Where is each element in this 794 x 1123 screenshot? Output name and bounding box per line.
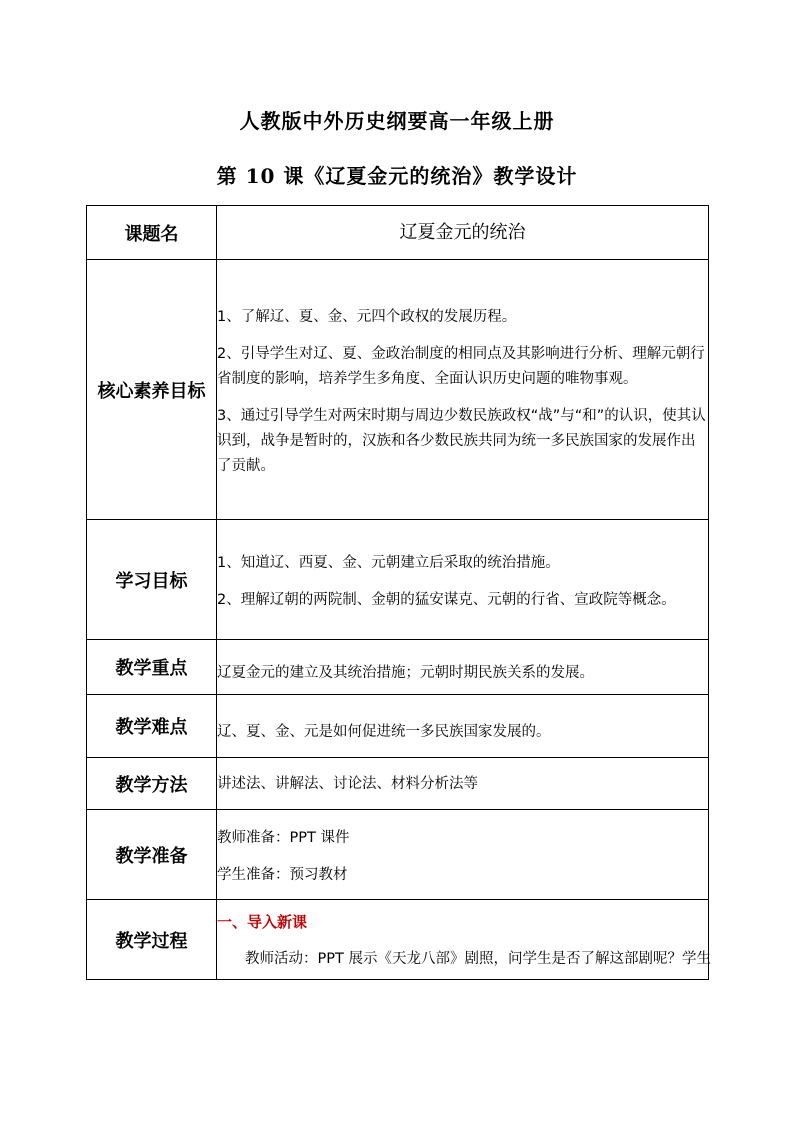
method-label: 教学方法 bbox=[87, 758, 217, 810]
goals-item-1: 1、知道辽、西夏、金、元朝建立后采取的统治措施。 bbox=[217, 555, 560, 571]
literacy-item-1: 1、了解辽、夏、金、元四个政权的发展历程。 bbox=[217, 309, 517, 325]
literacy-label: 核心素养目标 bbox=[87, 260, 217, 520]
literacy-item-2: 2、引导学生对辽、夏、金政治制度的相同点及其影响进行分析、理解元朝行省制度的影响，培养学生多角度、全面认识历史问题的唯物事观。 bbox=[217, 346, 705, 387]
table-row-topic bbox=[87, 206, 709, 260]
table-row-goals bbox=[87, 520, 709, 640]
goals-content bbox=[217, 520, 709, 640]
literacy-item-3: 3、通过引导学生对两宋时期与周边少数民族政权“战”与“和”的认识，使其认识到，战争是暂时的，汉族和各少数民族共同为统一多民族国家的发展作出了贡献。 bbox=[217, 408, 706, 474]
table-row-focus bbox=[87, 640, 709, 695]
prep-student: 学生准备：预习教材 bbox=[217, 866, 348, 883]
goals-label: 学习目标 bbox=[87, 520, 217, 640]
focus-value: 辽夏金元的建立及其统治措施；元朝时期民族关系的发展。 bbox=[217, 640, 709, 695]
topic-label: 课题名 bbox=[87, 206, 217, 260]
table-row-process bbox=[87, 900, 709, 980]
process-text: 教师活动：PPT 展示《天龙八部》剧照，问学生是否了解这部剧呢？学生 bbox=[245, 951, 711, 967]
difficulty-value: 辽、夏、金、元是如何促进统一多民族国家发展的。 bbox=[217, 695, 709, 758]
prep-label: 教学准备 bbox=[87, 810, 217, 900]
document-title: 人教版中外历史纲要高一年级上册 bbox=[239, 109, 555, 133]
table-row-method bbox=[87, 758, 709, 810]
prep-teacher: 教师准备：PPT 课件 bbox=[217, 829, 350, 846]
table-row-prep bbox=[87, 810, 709, 900]
process-label: 教学过程 bbox=[87, 900, 217, 980]
topic-value: 辽夏金元的统治 bbox=[217, 206, 709, 260]
focus-label: 教学重点 bbox=[87, 640, 217, 695]
table-row-literacy bbox=[87, 260, 709, 520]
method-value: 讲述法、讲解法、讨论法、材料分析法等 bbox=[217, 758, 709, 810]
process-content bbox=[217, 900, 709, 980]
difficulty-label: 教学难点 bbox=[87, 695, 217, 758]
table-row-difficulty bbox=[87, 695, 709, 758]
lesson-title: 第 10 课《辽夏金元的统治》教学设计 bbox=[216, 164, 578, 188]
prep-content bbox=[217, 810, 709, 900]
literacy-content bbox=[217, 260, 709, 520]
process-heading: 一、导入新课 bbox=[217, 913, 308, 931]
lesson-plan-table bbox=[86, 205, 709, 980]
goals-item-2: 2、理解辽朝的两院制、金朝的猛安谋克、元朝的行省、宣政院等概念。 bbox=[217, 592, 676, 608]
